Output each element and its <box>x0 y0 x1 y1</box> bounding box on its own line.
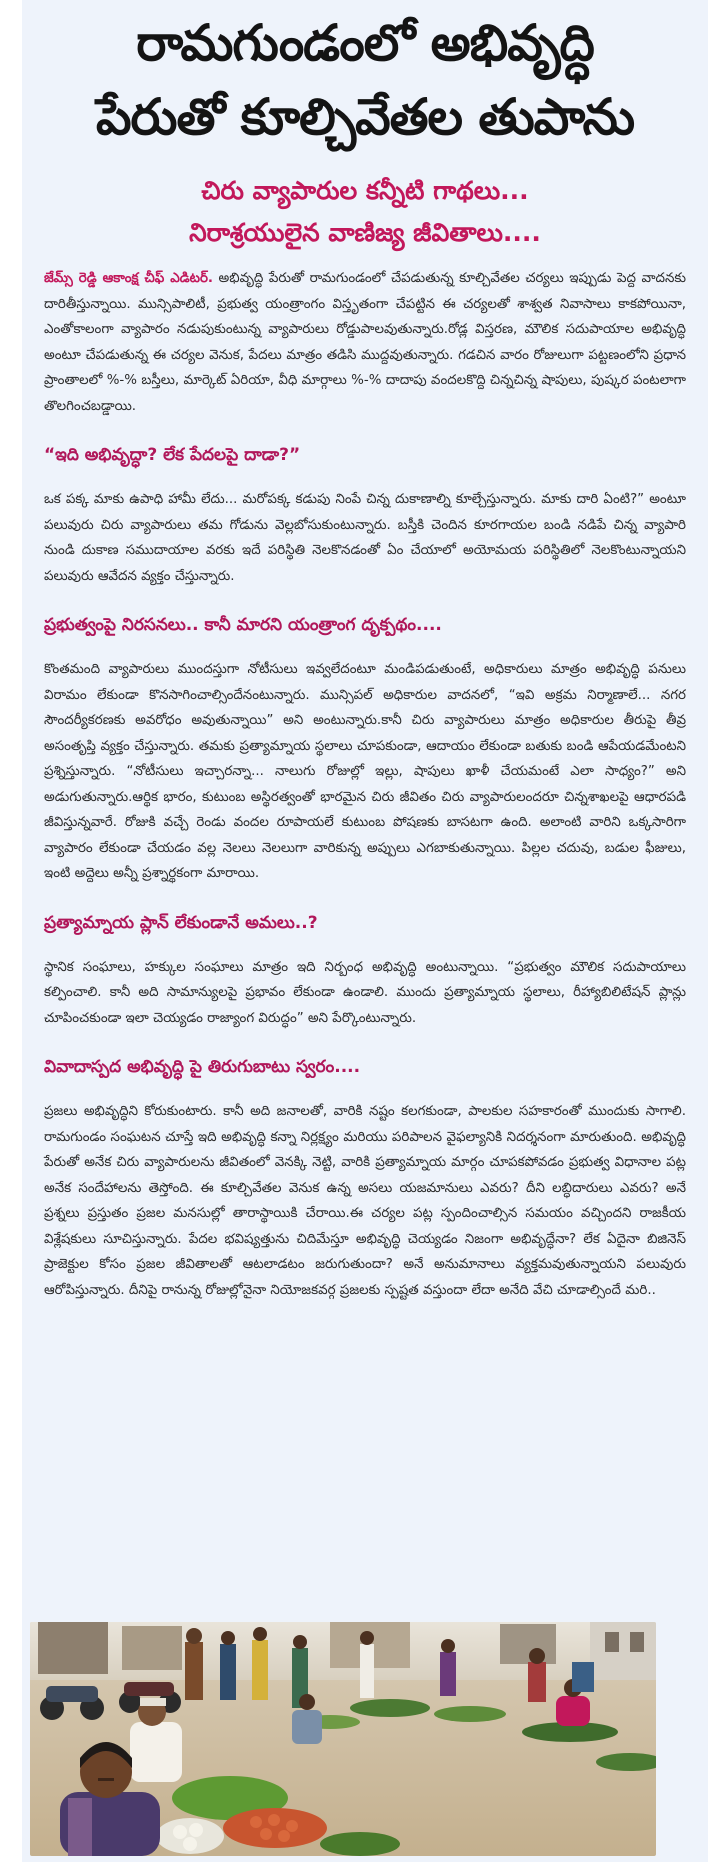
section-paragraph-2: కొంతమంది వ్యాపారులు ముందస్తుగా నోటీసులు ఇవ్వలేదంటూ మండిపడుతుంటే, అధికారులు మాత్రం అభివృద్ధి పనులు విరామం లేకుండా కొనసాగించాల్సిందేనంటున్నారు. మున్సిపల్ అధికారుల వాదనలో, “ఇవి అక్రమ నిర్మాణాలే... నగర సౌందర్యీకరణకు అవరోధం అవుతున్నాయి” అని అంటున్నారు.కానీ చిరు వ్యాపారులు మాత్రం అధికారుల తీరుపై తీవ్ర అసంతృప్తి వ్యక్తం చేస్తున్నారు. తమకు ప్రత్యామ్నాయ స్థలాలు చూపకుండా, ఆదాయం లేకుండా బతుకు బండి ఆపేయడమేంటని ప్రశ్నిస్తున్నారు. “నోటీసులు ఇచ్చారన్నా... నాలుగు రోజుల్లో ఇల్లు, షాపులు ఖాళీ చేయమంటే ఎలా సాధ్యం?” అని అడుగుతున్నారు.ఆర్థిక భారం, కుటుంబ అస్థిరత్వంతో భారమైన చిరు జీవితం చిరు వ్యాపారులందరూ చిన్నశాఖలపై ఆధారపడి జీవిస్తున్నవారే. రోజుకి వచ్చే రెండు వందల రూపాయలే కుటుంబ పోషణకు బాసటగా ఉంది. అలాంటి వారిని ఒక్కసారిగా వ్యాపారం లేకుండా చేయడం వల్ల నెలలు నెలలుగా వారికున్న అప్పులు ఎగబాకుతున్నాయి. పిల్లల చదువు, బడుల ఫీజులు, ఇంటి అద్దెలు అన్నీ ప్రశ్నార్థకంగా మారాయి. <box>44 662 686 881</box>
section-heading-3: ప్రత్యామ్నాయ ప్లాన్ లేకుండానే అమలు..? <box>44 912 318 933</box>
headline <box>22 0 708 154</box>
market-photo-illustration <box>30 1622 656 1856</box>
headline-line-1: రామగుండంలో అభివృద్ధి <box>136 14 594 72</box>
section-paragraph-3: స్థానిక సంఘాలు, హక్కుల సంఘాలు మాత్రం ఇది నిర్బంధ అభివృద్ధి అంటున్నాయి. “ప్రభుత్వం మౌలిక సదుపాయాలు కల్పించాలి. కానీ అది సామాన్యులపై ప్రభావం లేకుండా ఉండాలి. ముందు ప్రత్యామ్నాయ స్థలాలు, రీహ్యాబిలిటేషన్ ప్లాన్లు చూపించకుండా ఇలా చెయ్యడం రాజ్యాంగ విరుద్ధం” అని పేర్కొంటున్నారు. <box>44 959 686 1026</box>
section-heading-1: “ఇది అభివృద్ధా? లేక పేదలపై దాడా?” <box>44 445 301 465</box>
intro-paragraph <box>44 266 686 419</box>
intro-text: అభివృద్ధి పేరుతో రామగుండంలో చేపడుతున్న కూల్చివేతల చర్యలు ఇప్పుడు పెద్ద వాదనకు దారితీస్తున్నాయి. మున్సిపాలిటీ, ప్రభుత్వ యంత్రాంగం విస్తృతంగా చేపట్టిన ఈ చర్యలతో శాశ్వత నివాసాలు కాకపోయినా, ఎంతోకాలంగా వ్యాపారం నడుపుకుంటున్న వ్యాపారులు రోడ్డుపాలవుతున్నారు.రోడ్ల విస్తరణ, మౌలిక సదుపాయాల అభివృద్ధి అంటూ చేపడుతున్న ఈ చర్యల వెనుక, పేదలు మాత్రం తడిసి ముద్దవుతున్నారు. గడచిన వారం రోజులుగా పట్టణంలోని ప్రధాన ప్రాంతాలలో %-% బస్తీలు, మార్కెట్ ఏరియా, వీధి మార్గాలు %-% దాదాపు వందలకొద్ది చిన్నచిన్న షాపులు, పుష్కర పంటలాగా తొలగించబడ్డాయి. <box>44 271 686 414</box>
section-heading-4: వివాదాస్పద అభివృద్ధి పై తిరుగుబాటు స్వరం.... <box>44 1057 361 1077</box>
section-paragraph-1: ఒక పక్క మాకు ఉపాధి హామీ లేదు... మరోపక్క కడుపు నింపే చిన్న దుకాణాల్ని కూల్చేస్తున్నారు. మాకు దారి ఏంటి?” అంటూ పలువురు చిరు వ్యాపారులు తమ గోడును వెల్లబోసుకుంటున్నారు. బస్తీకి చెందిన కూరగాయల బండి నడిపే చిన్న వ్యాపారి నుండి దుకాణ సముదాయాల వరకు ఇదే పరిస్థితి నెలకొనడంతో ఏం చేయాలో అయోమయ పరిస్థితిలో నెలకొంటున్నాయని పలువురు ఆవేదన వ్యక్తం చేస్తున్నారు. <box>44 492 686 584</box>
subheadline-line-2: నిరాశ్రయులైన వాణిజ్య జీవితాలు.... <box>189 218 541 247</box>
section-paragraph-4: ప్రజలు అభివృద్ధిని కోరుకుంటారు. కానీ అది జనాలతో, వారికి నష్టం కలగకుండా, పాలకుల సహకారంతో ముందుకు సాగాలి. రామగుండం సంఘటన చూస్తే ఇది అభివృద్ధి కన్నా నిర్లక్ష్యం మరియు పరిపాలన వైఫల్యానికి నిదర్శనంగా మారుతుంది. అభివృద్ధి పేరుతో అనేక చిరు వ్యాపారులను జీవితంలో వెనక్కి నెట్టి, వారికి ప్రత్యామ్నాయ మార్గం చూపకపోవడం ప్రభుత్వ విధానాల పట్ల అనేక సందేహాలను తెస్తోంది. ఈ కూల్చివేతల వెనుక ఉన్న అసలు యజమానులు ఎవరు? దీని లబ్ధిదారులు ఎవరు? అనే ప్రశ్నలు ప్రస్తుతం ప్రజల మనసుల్లో తారాస్థాయికి చేరాయి.ఈ చర్యల పట్ల స్పందించాల్సిన సమయం వచ్చిందని రాజకీయ విశ్లేషకులు సూచిస్తున్నారు. పేదల భవిష్యత్తును చిదిమేస్తూ అభివృద్ధి చెయ్యడం నిజంగా అభివృద్ధేనా? లేక ఏదైనా బిజినెస్ ప్రాజెక్టుల కోసం ప్రజల జీవితాలతో ఆటలాడటం జరుగుతుందా? అనే అనుమానాలు వ్యక్తమవుతున్నాయని పలువురు ఆరోపిస్తున్నారు. దీనిపై రానున్న రోజుల్లోనైనా నియోజకవర్గ ప్రజలకు స్పష్టత వస్తుందా లేదా అనేది వేచి చూడాల్సిందే మరి.. <box>44 1104 686 1298</box>
headline-line-2: పేరుతో కూల్చివేతల తుపాను <box>95 88 635 146</box>
market-photo <box>30 1622 656 1856</box>
subheadline <box>22 170 708 254</box>
byline: జేమ్స్ రెడ్డి ఆకాంక్ష చీఫ్ ఎడిటర్. <box>44 271 213 286</box>
subheadline-line-1: చిరు వ్యాపారుల కన్నీటి గాథలు... <box>201 176 529 205</box>
article-page <box>22 0 708 1862</box>
section-heading-2: ప్రభుత్వంపై నిరసనలు.. కానీ మారని యంత్రాంగ దృక్పథం.... <box>44 615 442 635</box>
